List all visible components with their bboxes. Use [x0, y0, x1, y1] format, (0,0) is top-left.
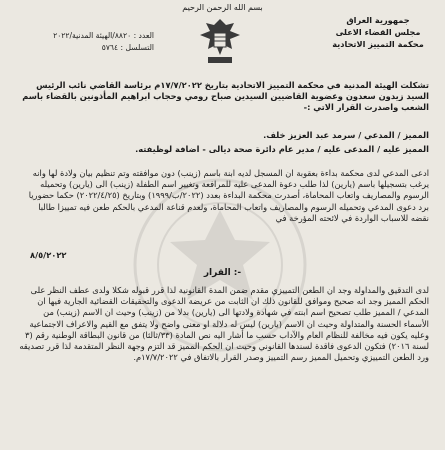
sequence-number: التسلسل : ٥٧٦٤	[101, 43, 154, 52]
decision-heading: القرار :-	[203, 268, 242, 278]
country-name: جمهورية العراق	[346, 15, 410, 25]
decision-paragraph: لدى التدقيق والمداولة وجد ان الطعن التمييزي مقدم ضمن المدة القانونية لذا قرر قبوله شكلا ولدى عطف النظر على الحكم المميز وجد انه صحيح وموافق للقانون ذلك ان الثابت من عريضة الدعوى والتحقيقات القضائية الجارية فيها ان المدعي / المميز طلب تصحيح اسم ابنته في شهادة ولادتها الى (يارين) بدلا من (زينب) وحيث ان الاسم (زينب) من الأسماء الحسنة والمتداولة وحيث ان الاسم (يارين) ليس له دلالة او معنى واضح ولا يتفق مع القيم والاعراف الاجتماعية وعليه يكون فيه مخالفة للنظام العام والآداب حسب ما أشار اليه نص المادة (٣٣/ثالثا) من قانون البطاقة الوطنية رقم (٣ لسنة ٢٠١٦) فتكون الدعوى فاقدة لسندها القانوني وحيث ان الحكم المميز قد التزم وجهة النظر المتقدمة لذا قرر تصديقه ورد الطعن التمييزي وتحميل المميز رسم التمييز وصدر القرار بالاتفاق في ١٧/٧/٢٠٢٢م.	[19, 285, 429, 363]
facts-paragraph: ادعى المدعي لدى محكمة بداءة بعقوبة ان المسجل لديه ابنة باسم (زينب) دون موافقته وتم تنظيم بيان ولادة لها وانه يرغب بتسجيلها باسم (يارين) لذا طلب دعوة المدعى عليه للمرافعة وتغيير اسم الطفلة (زينب) الى (يارين) وتحميله الرسوم والمصاريف واتعاب المحاماة، أصدرت محكمة البداءة بعدد (٢٠٢٢/ب/١٩٩٩) وبتاريخ (٢٠٢٢/٤/٢٥) حكما حضوريا برد دعوى المدعي وتحميله الرسوم والمصاريف واتعاب المحاماة، ولعدم قناعة المدعي بالحكم طعن فيه تمييزا طالبا نقضه للاسباب الواردة في لائحته المؤرخة في	[28, 168, 429, 223]
iraq-emblem-icon	[196, 15, 244, 67]
basmala: بسم الله الرحمن الرحيم	[182, 3, 263, 12]
case-references	[34, 30, 154, 54]
case-number: العدد : ٨٨٢٠/الهيئة المدنية/٢٠٢٢	[53, 31, 154, 40]
appellee-line: المميز عليه / المدعى عليه / مدير عام دائرة صحة ديالى - اضافة لوظيفته.	[135, 144, 429, 154]
parties-block	[19, 128, 429, 156]
court-header	[323, 14, 433, 50]
appellant-line: المميز / المدعي / سرمد عبد العزيز خلف.	[263, 130, 429, 140]
appeal-date: ٨/٥/٢٠٢٢	[30, 250, 67, 260]
court-name: محكمة التمييز الاتحادية	[332, 39, 424, 49]
formation-paragraph: تشكلت الهيئة المدنية في محكمة التمييز الاتحادية بتاريخ ١٧/٧/٢٠٢٢م برئاسة القاضي نائب الرئيس السيد زيدون سعدون وعضوية القاضيين السيدين صباح رومي وحجاب ابراهيم المأذونين بالقضاء باسم الشعب واصدرت القرار الاتي :-	[22, 80, 429, 113]
council-name: مجلس القضاء الاعلى	[335, 27, 421, 37]
